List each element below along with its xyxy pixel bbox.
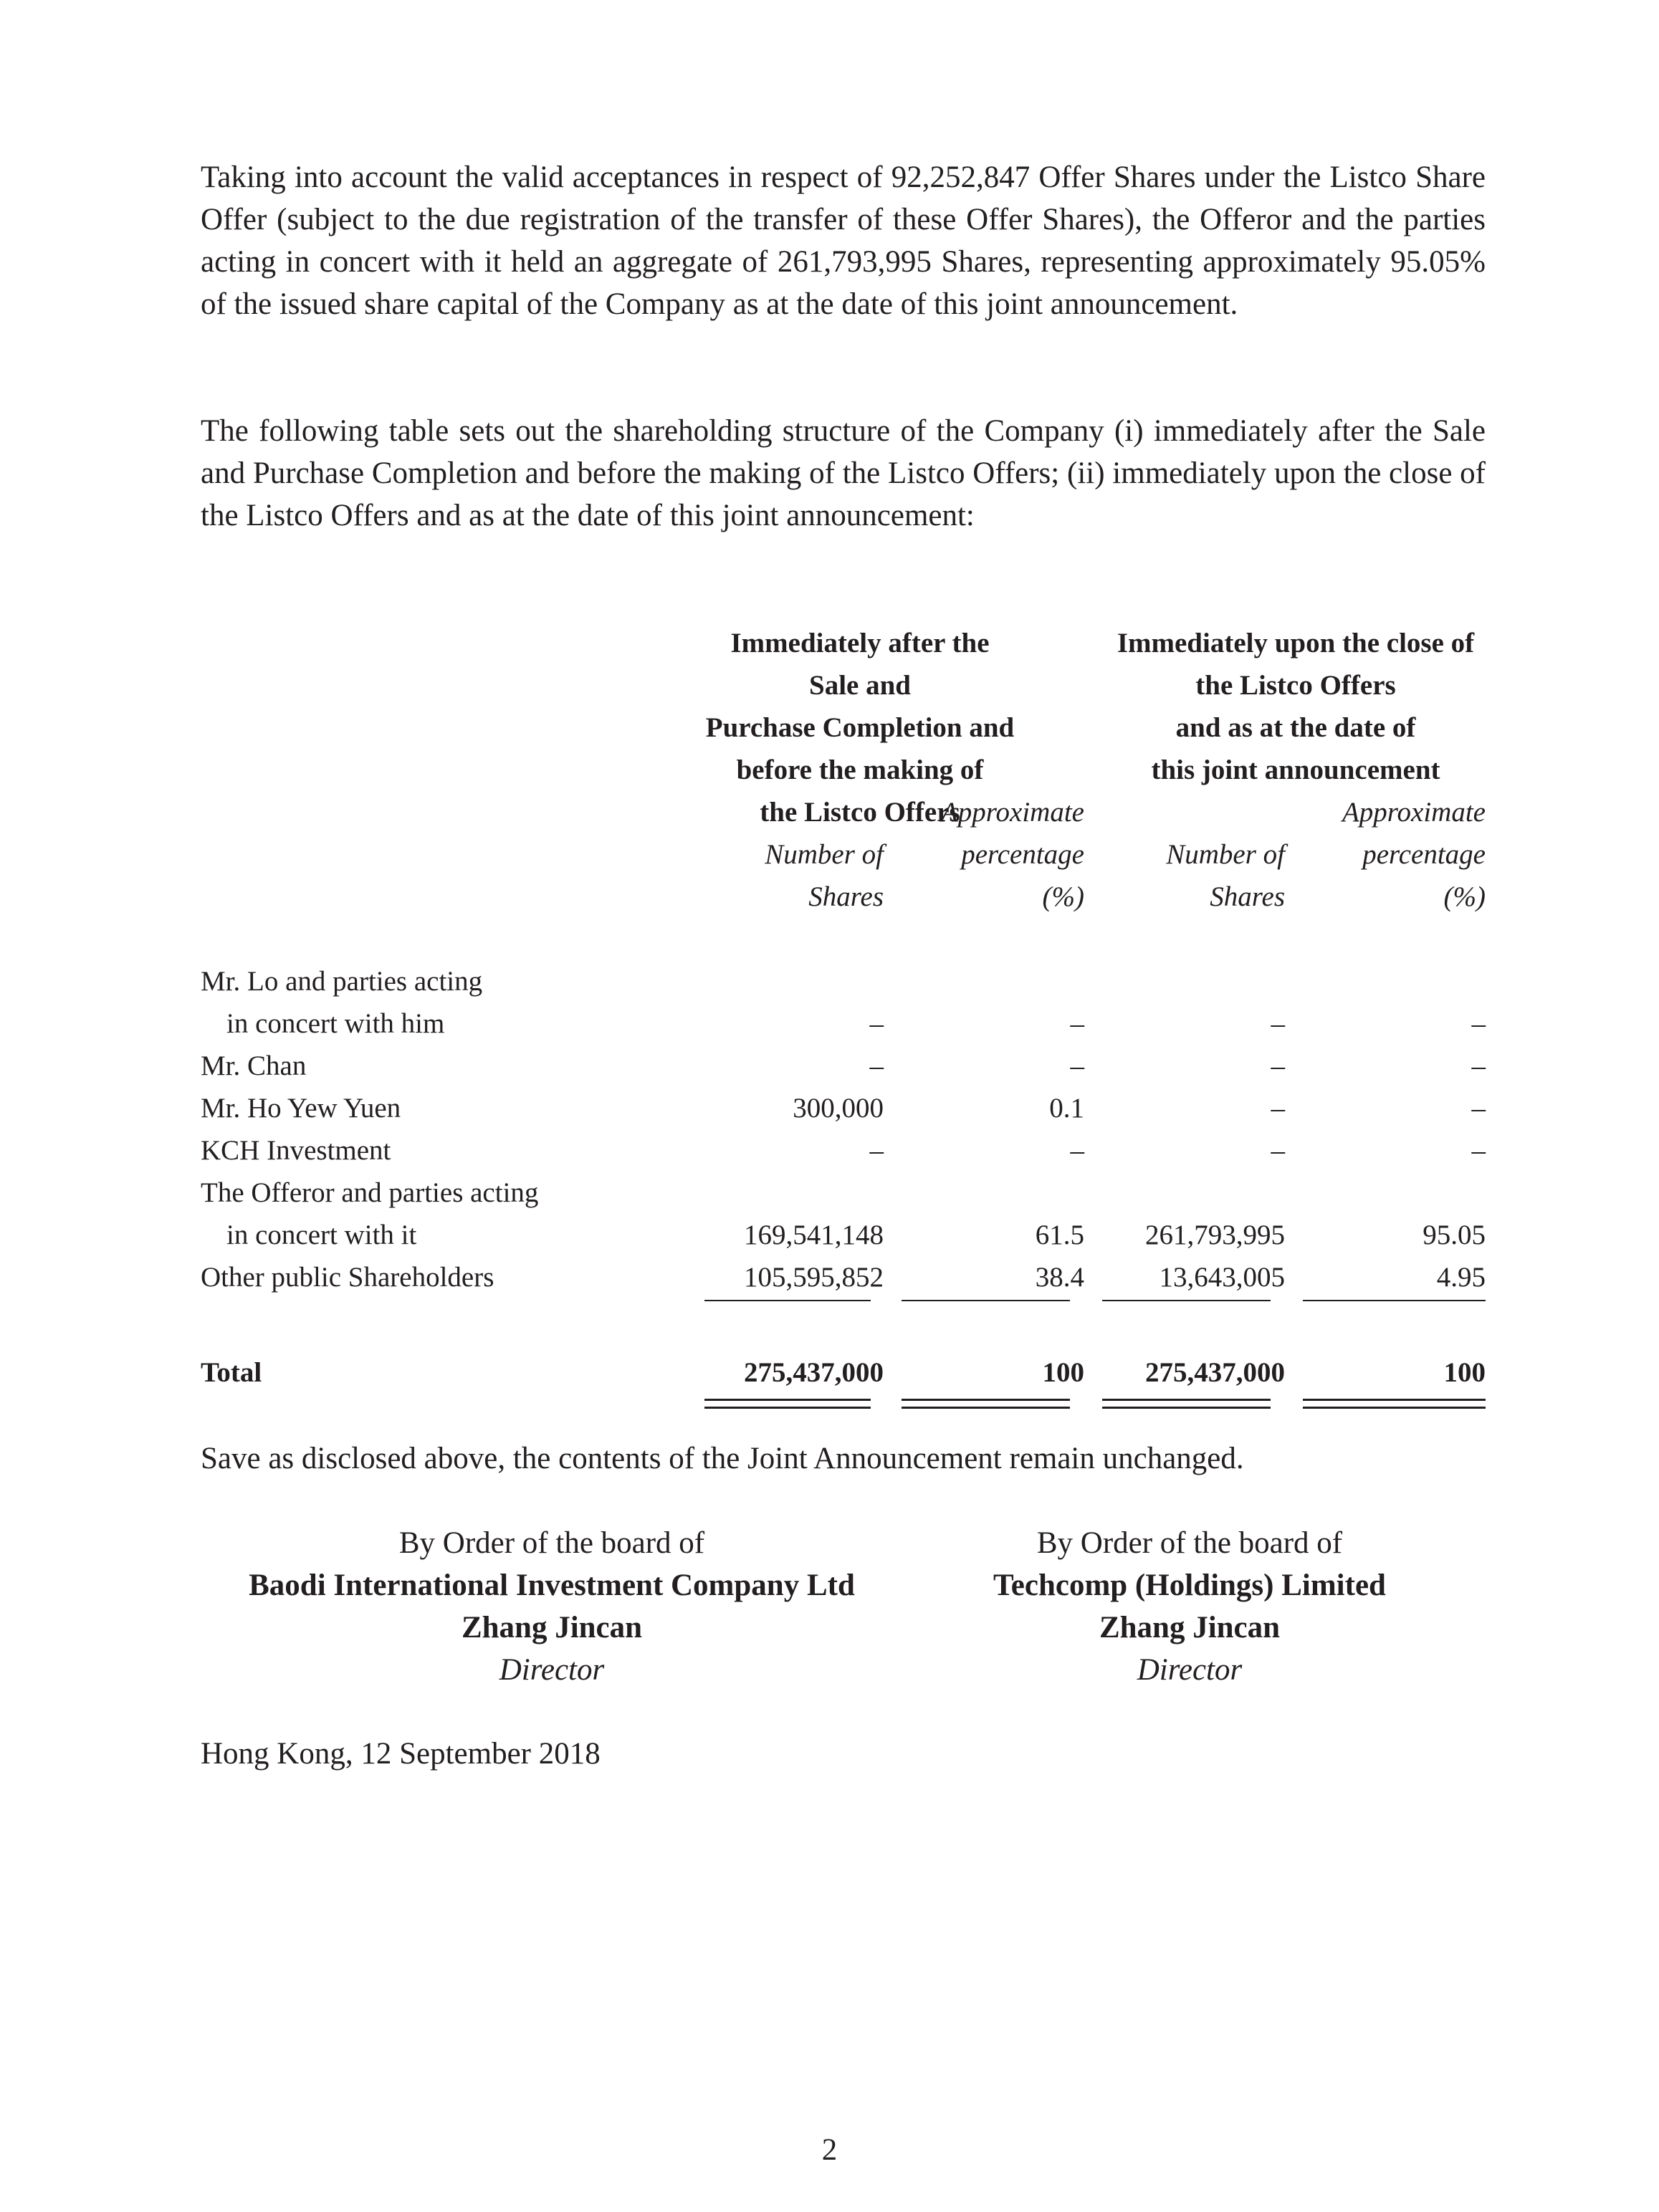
cell-pct-after: 4.95: [1436, 1262, 1486, 1293]
subtotal-rule: [1303, 1300, 1486, 1301]
cell-pct-after: –: [1471, 1093, 1486, 1124]
table-row: [201, 1172, 1486, 1214]
signature-title: Director: [499, 1653, 605, 1687]
subheader-percentage-2: Approximate percentage (%): [1342, 797, 1486, 912]
signature-order-line: By Order of the board of: [398, 1526, 705, 1560]
paragraph-acceptances: Taking into account the valid acceptances in respect of 92,252,847 Offer Shares under the Listco Share Offer (subject to the due registration of the transfer of these Offer Shares), the Offeror and the parties acting in concert with it held an aggregate of 261,793,995 Shares, representing approximately 95.05% of the issued share capital of the Company as at the date of this joint announcement.: [201, 161, 1486, 321]
row-label-continued: in concert with it: [226, 1220, 417, 1250]
table-row: [201, 1087, 1486, 1129]
total-shares-after: 275,437,000: [1145, 1357, 1285, 1388]
cell-shares-before: –: [869, 1135, 884, 1166]
row-label: KCH Investment: [201, 1135, 391, 1166]
table-row: [201, 1045, 1486, 1087]
row-label: Mr. Chan: [201, 1050, 307, 1081]
signature-block-techcomp: [838, 1522, 1541, 1691]
cell-pct-after: –: [1471, 1050, 1486, 1081]
subheader-shares-1: Number of Shares: [765, 839, 884, 912]
row-label: Other public Shareholders: [201, 1262, 494, 1293]
table-row: [201, 960, 1486, 1002]
table-row: [201, 1002, 1486, 1045]
total-double-rule: [1303, 1399, 1486, 1409]
cell-shares-before: 105,595,852: [744, 1262, 884, 1293]
cell-shares-after: 261,793,995: [1145, 1220, 1285, 1250]
table-row: [201, 1214, 1486, 1256]
row-label: Mr. Ho Yew Yuen: [201, 1093, 401, 1124]
row-label: The Offeror and parties acting: [201, 1177, 539, 1208]
cell-pct-before: –: [1070, 1008, 1084, 1039]
subheader-percentage-1: Approximate percentage (%): [940, 797, 1084, 912]
signature-order-line: By Order of the board of: [1036, 1526, 1343, 1560]
signature-name: Zhang Jincan: [461, 1611, 643, 1644]
cell-pct-before: –: [1070, 1135, 1084, 1166]
subtotal-rule: [704, 1300, 871, 1301]
cell-shares-after: 13,643,005: [1159, 1262, 1285, 1293]
signature-name: Zhang Jincan: [1099, 1611, 1281, 1644]
cell-shares-after: –: [1271, 1008, 1285, 1039]
cell-shares-after: –: [1271, 1050, 1285, 1081]
subtotal-rule: [1102, 1300, 1271, 1301]
total-shares-before: 275,437,000: [744, 1357, 884, 1388]
row-label: Mr. Lo and parties acting: [201, 966, 483, 997]
table-row: [201, 1256, 1486, 1298]
paragraph-table-intro: The following table sets out the shareholding structure of the Company (i) immediately after the Sale and Purchase Completion and before the making of the Listco Offers; (ii) immediately upon the close of the Listco Offers and as at the date of this joint announcement:: [201, 414, 1486, 532]
table-row: [201, 1129, 1486, 1172]
signature-title: Director: [1137, 1653, 1243, 1687]
date-line: Hong Kong, 12 September 2018: [201, 1737, 601, 1771]
cell-pct-after: 95.05: [1423, 1220, 1486, 1250]
cell-pct-after: –: [1471, 1008, 1486, 1039]
cell-shares-after: –: [1271, 1135, 1285, 1166]
cell-pct-before: –: [1070, 1050, 1084, 1081]
cell-shares-after: –: [1271, 1093, 1285, 1124]
signature-company: Techcomp (Holdings) Limited: [993, 1569, 1386, 1602]
total-pct-before: 100: [1042, 1357, 1084, 1388]
cell-pct-after: –: [1471, 1135, 1486, 1166]
total-double-rule: [902, 1399, 1070, 1409]
cell-shares-before: 169,541,148: [744, 1220, 884, 1250]
total-row: [201, 1351, 1486, 1394]
column-group-header-2: Immediately upon the close of the Listco Offers and as at the date of this joint announcement: [1117, 628, 1475, 785]
signature-company: Baodi International Investment Company Ltd: [249, 1569, 855, 1602]
subheader-shares-2: Number of Shares: [1166, 839, 1285, 912]
row-label-continued: in concert with him: [226, 1008, 445, 1039]
total-double-rule: [1102, 1399, 1271, 1409]
cell-shares-before: 300,000: [793, 1093, 884, 1124]
signature-block-baodi: [193, 1522, 910, 1691]
total-pct-after: 100: [1443, 1357, 1486, 1388]
page-number: 2: [821, 2133, 838, 2167]
subtotal-rule: [902, 1300, 1070, 1301]
cell-shares-before: –: [869, 1008, 884, 1039]
cell-pct-before: 61.5: [1035, 1220, 1084, 1250]
total-label: Total: [201, 1357, 262, 1388]
paragraph-unchanged: Save as disclosed above, the contents of the Joint Announcement remain unchanged.: [201, 1442, 1244, 1475]
column-group-header-1: Immediately after the Sale and Purchase Completion and before the making of the Listco Offers: [705, 628, 1015, 828]
cell-shares-before: –: [869, 1050, 884, 1081]
cell-pct-before: 38.4: [1035, 1262, 1084, 1293]
cell-pct-before: 0.1: [1049, 1093, 1084, 1124]
total-double-rule: [704, 1399, 871, 1409]
